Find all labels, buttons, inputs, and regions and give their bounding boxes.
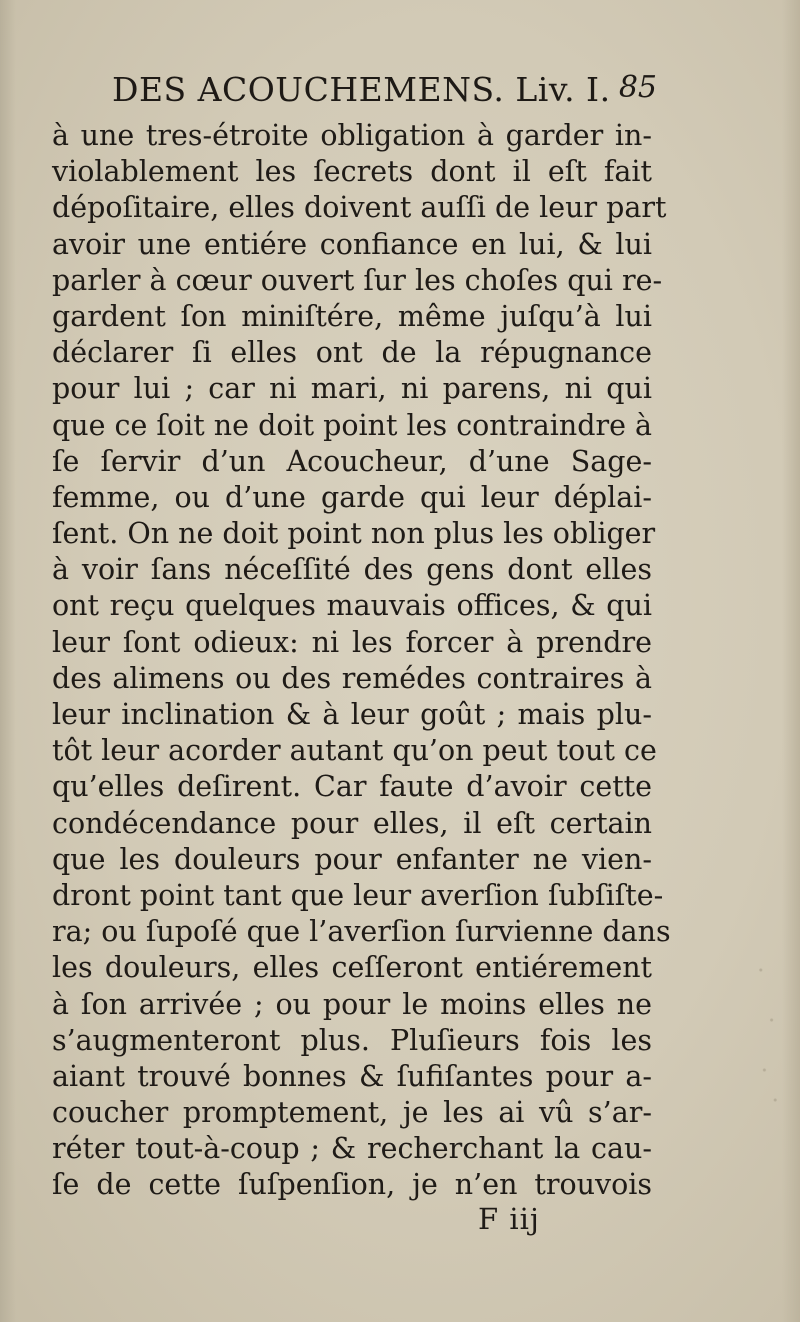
text-line: à voir ſans néceſſité des gens dont elles	[52, 553, 652, 587]
text-line: déclarer ſi elles ont de la répugnance	[52, 336, 652, 370]
paper-stain	[750, 930, 786, 1130]
text-line: ſe ſervir d’un Acoucheur, d’une Sage-	[52, 444, 652, 478]
running-title: DES ACOUCHEMENS. Liv. I.	[112, 70, 611, 109]
text-line: parler à cœur ouvert ſur les choſes qui re-	[52, 263, 663, 297]
page-number: 85	[618, 70, 657, 105]
text-line: qu’elles deſirent. Car faute d’avoir cette	[52, 770, 652, 804]
text-line: que ce ſoit ne doit point les contraindre à	[52, 408, 652, 442]
text-line: tôt leur acorder autant qu’on peut tout ce	[52, 734, 657, 768]
body-text	[52, 118, 671, 1204]
text-line: aiant trouvé bonnes & ſufiſantes pour a-	[52, 1059, 652, 1093]
text-line: les douleurs, elles ceſſeront entiérement	[52, 951, 652, 985]
text-line: violablement les ſecrets dont il eſt fait	[52, 155, 652, 189]
text-line: leur ſont odieux: ni les forcer à prendre	[52, 625, 652, 659]
text-line: dront point tant que leur averſion ſubſiſte-	[52, 878, 664, 912]
text-line: ont reçu quelques mauvais offices, & qui	[52, 589, 652, 623]
text-line: condécendance pour elles, il eſt certain	[52, 806, 652, 840]
text-line: à ſon arrivée ; ou pour le moins elles ne	[52, 987, 652, 1021]
text-line: à une tres-étroite obligation à garder in-	[52, 119, 652, 152]
page-left-shadow	[0, 0, 16, 1322]
text-line: que les douleurs pour enfanter ne vien-	[52, 842, 652, 876]
text-line: coucher promptement, je les ai vû s’ar-	[52, 1096, 652, 1130]
text-line: réter tout-à-coup ; & recherchant la cau-	[52, 1132, 652, 1166]
text-line: dépoſitaire, elles doivent auſſi de leur part	[52, 191, 667, 225]
text-line: femme, ou d’une garde qui leur déplai-	[52, 480, 652, 514]
text-line: s’augmenteront plus. Pluſieurs fois les	[52, 1023, 652, 1057]
text-line: ra; ou ſupoſé que l’averſion ſurvienne dans	[52, 915, 671, 949]
signature-mark: F iij	[478, 1202, 540, 1236]
text-line: avoir une entiére confiance en lui, & lui	[52, 227, 652, 261]
text-line: ſe de cette ſuſpenſion, je n’en trouvois	[52, 1168, 652, 1202]
text-line: gardent ſon miniſtére, même juſqu’à lui	[52, 299, 652, 333]
text-line: pour lui ; car ni mari, ni parens, ni qui	[52, 372, 652, 406]
text-line: leur inclination & à leur goût ; mais plu-	[52, 698, 652, 731]
text-line: des alimens ou des remédes contraires à	[52, 661, 652, 695]
text-line: ſent. On ne doit point non plus les obliger	[52, 517, 656, 551]
running-head	[112, 70, 657, 120]
